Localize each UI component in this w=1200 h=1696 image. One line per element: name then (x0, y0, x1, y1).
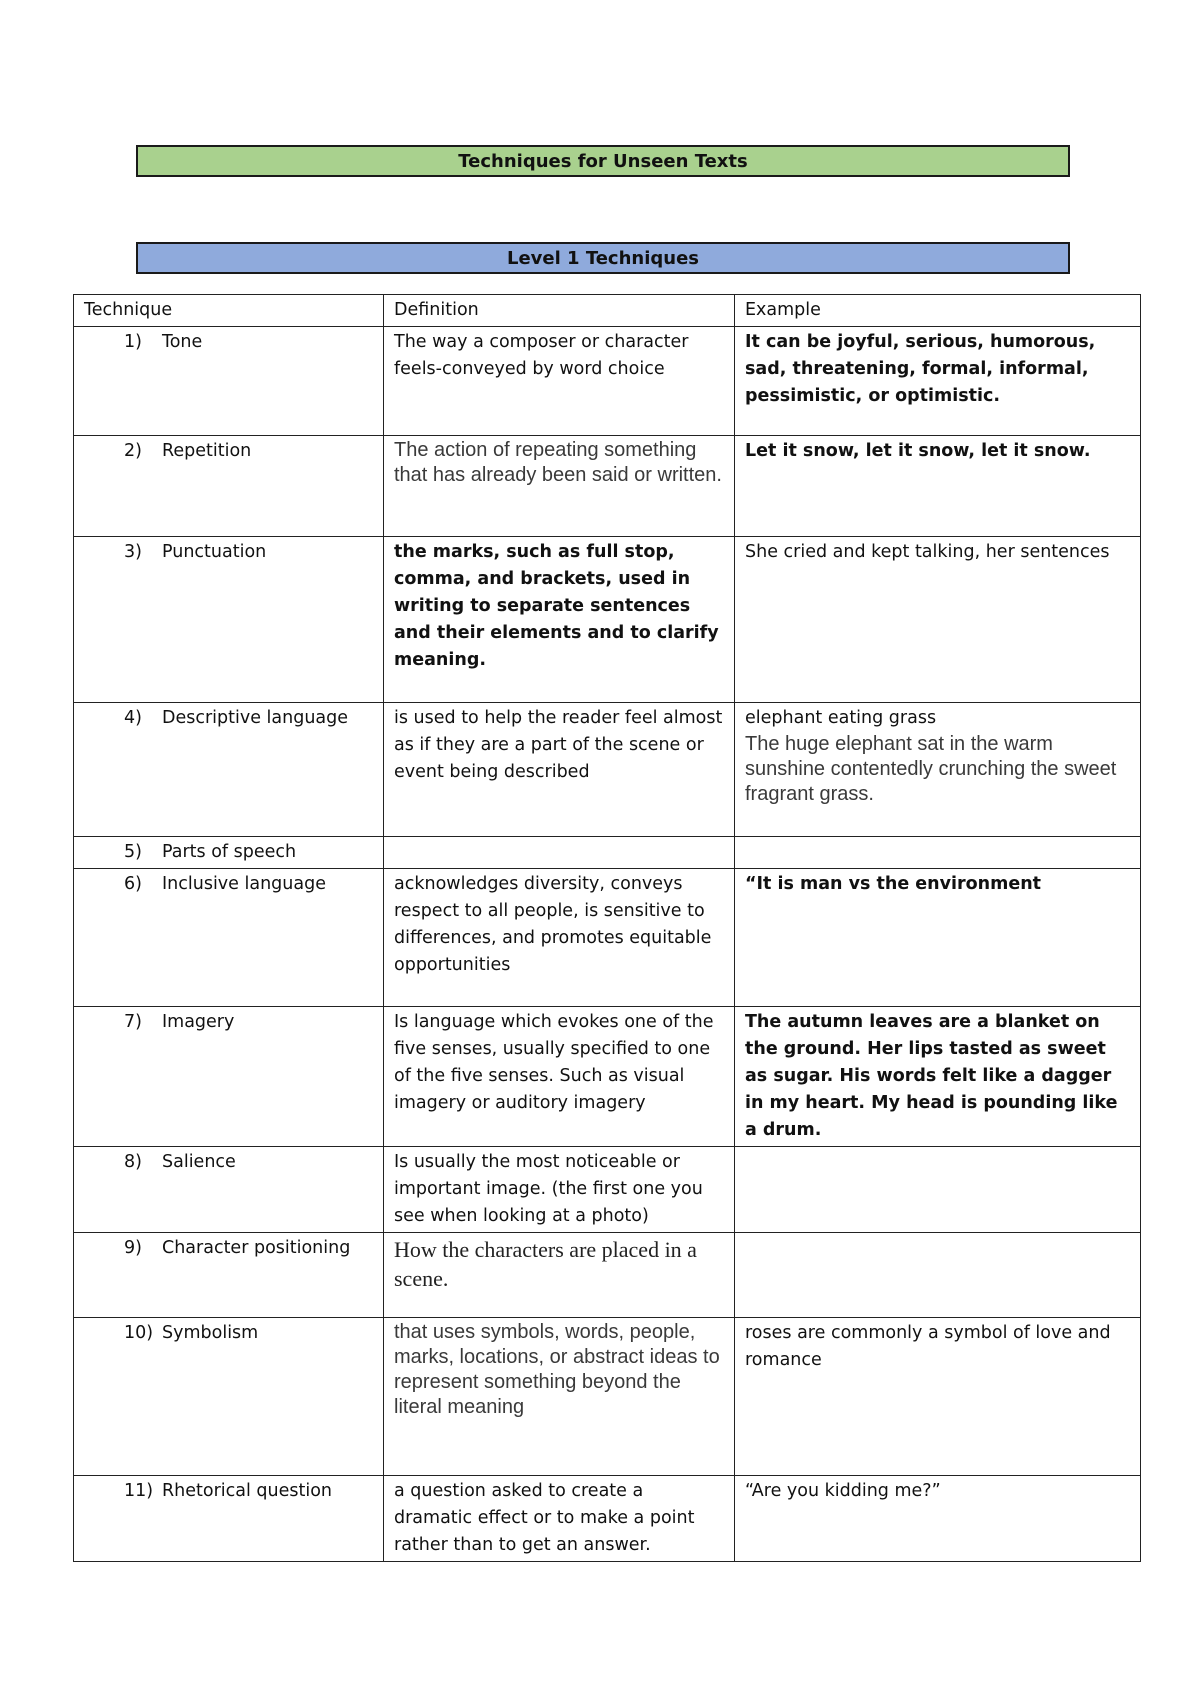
definition-cell: The way a composer or character feels-conveyed by word choice (384, 327, 735, 436)
definition-cell: The action of repeating something that has already been said or written. (384, 436, 735, 537)
table-row (74, 1233, 1141, 1318)
level-heading-banner (136, 242, 1070, 274)
table-row (74, 1318, 1141, 1476)
example-cell: roses are commonly a symbol of love and romance (735, 1318, 1141, 1476)
technique-name: Salience (162, 1152, 236, 1172)
technique-cell: 10) Symbolism (74, 1318, 384, 1476)
technique-name: Punctuation (162, 542, 267, 562)
table-row (74, 537, 1141, 703)
technique-cell: 5) Parts of speech (74, 837, 384, 869)
definition-cell: How the characters are placed in a scene. (384, 1233, 735, 1318)
technique-cell: 7) Imagery (74, 1007, 384, 1147)
example-cell: “Are you kidding me?” (735, 1476, 1141, 1562)
technique-name: Descriptive language (162, 708, 349, 728)
definition-cell: is used to help the reader feel almost as if they are a part of the scene or event being described (384, 703, 735, 837)
technique-name: Rhetorical question (162, 1481, 333, 1501)
technique-cell: 9) Character positioning (74, 1233, 384, 1318)
technique-name: Parts of speech (162, 842, 297, 862)
definition-cell: Is language which evokes one of the five senses, usually specified to one of the five senses. Such as visual imagery or auditory imagery (384, 1007, 735, 1147)
technique-cell: 11) Rhetorical question (74, 1476, 384, 1562)
example-text-extended: The huge elephant sat in the warm sunshine contentedly crunching the sweet fragrant grass. (745, 733, 1117, 805)
technique-cell: 2) Repetition (74, 436, 384, 537)
example-cell: It can be joyful, serious, humorous, sad, threatening, formal, informal, pessimistic, or optimistic. (735, 327, 1141, 436)
technique-name: Inclusive language (162, 874, 326, 894)
header-technique: Technique (74, 295, 384, 327)
example-cell: “It is man vs the environment (735, 869, 1141, 1007)
example-cell: She cried and kept talking, her sentences (735, 537, 1141, 703)
table-row (74, 327, 1141, 436)
technique-name: Symbolism (162, 1323, 259, 1343)
document-title-banner (136, 145, 1070, 177)
example-cell (735, 1147, 1141, 1233)
technique-cell: 1) Tone (74, 327, 384, 436)
level-heading: Level 1 Techniques (506, 247, 700, 269)
table-row (74, 1476, 1141, 1562)
table-row (74, 703, 1141, 837)
techniques-table (73, 294, 1141, 1562)
definition-cell: a question asked to create a dramatic effect or to make a point rather than to get an answer. (384, 1476, 735, 1562)
technique-name: Repetition (162, 441, 252, 461)
definition-cell: Is usually the most noticeable or important image. (the first one you see when looking at a photo) (384, 1147, 735, 1233)
technique-name: Imagery (162, 1012, 235, 1032)
technique-cell: 6) Inclusive language (74, 869, 384, 1007)
table-row (74, 436, 1141, 537)
example-cell (735, 837, 1141, 869)
table-row (74, 1007, 1141, 1147)
definition-cell: that uses symbols, words, people, marks, locations, or abstract ideas to represent something beyond the literal meaning (384, 1318, 735, 1476)
example-cell (735, 1233, 1141, 1318)
table-row (74, 1147, 1141, 1233)
technique-cell: 8) Salience (74, 1147, 384, 1233)
technique-cell: 4) Descriptive language (74, 703, 384, 837)
example-cell (735, 703, 1141, 837)
definition-cell (384, 837, 735, 869)
technique-name: Character positioning (162, 1238, 351, 1258)
example-cell: Let it snow, let it snow, let it snow. (735, 436, 1141, 537)
technique-name: Tone (162, 332, 203, 352)
example-cell: The autumn leaves are a blanket on the ground. Her lips tasted as sweet as sugar. His words felt like a dagger in my heart. My head is pounding like a drum. (735, 1007, 1141, 1147)
header-definition: Definition (384, 295, 735, 327)
table-row (74, 837, 1141, 869)
example-text: elephant eating grass (745, 708, 937, 728)
technique-cell: 3) Punctuation (74, 537, 384, 703)
table-row (74, 869, 1141, 1007)
header-example: Example (735, 295, 1141, 327)
table-header-row (74, 295, 1141, 327)
definition-cell: acknowledges diversity, conveys respect to all people, is sensitive to differences, and promotes equitable opportunities (384, 869, 735, 1007)
document-title: Techniques for Unseen Texts (458, 150, 748, 172)
definition-cell: the marks, such as full stop, comma, and brackets, used in writing to separate sentences and their elements and to clarify meaning. (384, 537, 735, 703)
